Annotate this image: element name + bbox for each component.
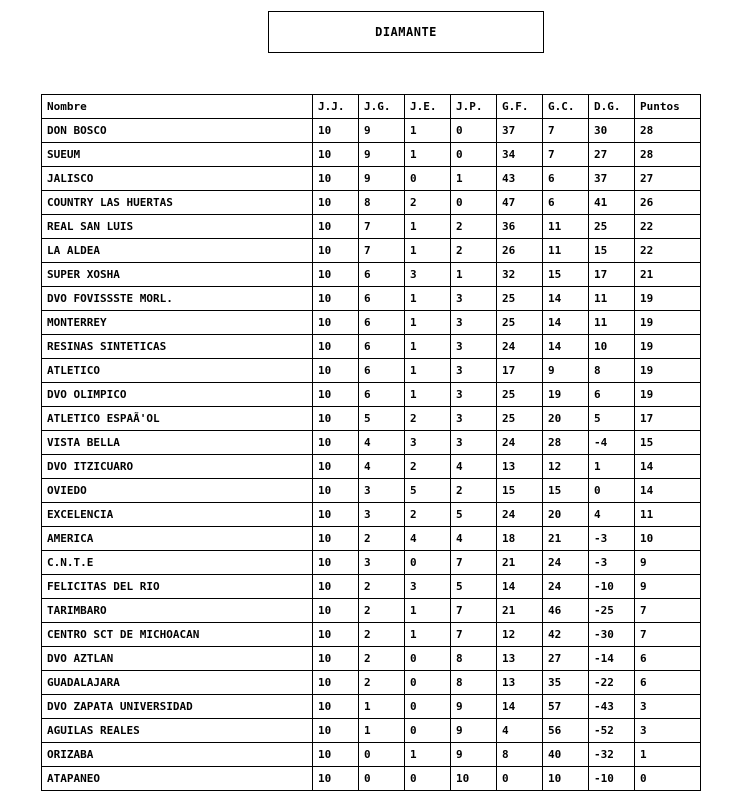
stat-cell: 35 xyxy=(543,671,589,695)
table-row xyxy=(42,695,701,719)
stat-cell: 7 xyxy=(635,599,701,623)
stat-cell: 22 xyxy=(635,215,701,239)
stat-cell: 34 xyxy=(497,143,543,167)
table-row xyxy=(42,479,701,503)
column-header: J.E. xyxy=(405,95,451,119)
stat-cell: 19 xyxy=(635,311,701,335)
stat-cell: 8 xyxy=(497,743,543,767)
stat-cell: 25 xyxy=(589,215,635,239)
stat-cell: 0 xyxy=(635,767,701,791)
stat-cell: 10 xyxy=(543,767,589,791)
team-name-cell: CENTRO SCT DE MICHOACAN xyxy=(42,623,313,647)
stat-cell: 2 xyxy=(451,239,497,263)
stat-cell: 12 xyxy=(543,455,589,479)
stat-cell: 3 xyxy=(451,359,497,383)
team-name-cell: MONTERREY xyxy=(42,311,313,335)
table-row xyxy=(42,143,701,167)
stat-cell: 25 xyxy=(497,407,543,431)
stat-cell: 17 xyxy=(589,263,635,287)
stat-cell: 6 xyxy=(589,383,635,407)
stat-cell: -43 xyxy=(589,695,635,719)
stat-cell: 3 xyxy=(451,311,497,335)
table-row xyxy=(42,215,701,239)
stat-cell: 4 xyxy=(497,719,543,743)
table-row xyxy=(42,719,701,743)
stat-cell: 3 xyxy=(451,407,497,431)
stat-cell: 9 xyxy=(635,551,701,575)
stat-cell: 0 xyxy=(405,767,451,791)
column-header: D.G. xyxy=(589,95,635,119)
team-name-cell: DVO AZTLAN xyxy=(42,647,313,671)
table-row xyxy=(42,335,701,359)
stat-cell: 37 xyxy=(589,167,635,191)
stat-cell: 7 xyxy=(451,599,497,623)
stat-cell: 14 xyxy=(635,479,701,503)
stat-cell: 1 xyxy=(451,167,497,191)
stat-cell: 40 xyxy=(543,743,589,767)
table-row xyxy=(42,263,701,287)
team-name-cell: AGUILAS REALES xyxy=(42,719,313,743)
stat-cell: 17 xyxy=(497,359,543,383)
stat-cell: 2 xyxy=(405,191,451,215)
stat-cell: 25 xyxy=(497,383,543,407)
table-row xyxy=(42,599,701,623)
stat-cell: 14 xyxy=(543,335,589,359)
stat-cell: 24 xyxy=(497,431,543,455)
stat-cell: 9 xyxy=(543,359,589,383)
stat-cell: 10 xyxy=(313,623,359,647)
stat-cell: 5 xyxy=(451,575,497,599)
stat-cell: 26 xyxy=(497,239,543,263)
team-name-cell: JALISCO xyxy=(42,167,313,191)
stat-cell: 10 xyxy=(313,383,359,407)
team-name-cell: DON BOSCO xyxy=(42,119,313,143)
stat-cell: 10 xyxy=(313,407,359,431)
stat-cell: 47 xyxy=(497,191,543,215)
column-header: Nombre xyxy=(42,95,313,119)
stat-cell: 18 xyxy=(497,527,543,551)
stat-cell: 10 xyxy=(313,191,359,215)
stat-cell: 11 xyxy=(589,311,635,335)
stat-cell: 5 xyxy=(451,503,497,527)
team-name-cell: ATLETICO ESPAÃ'OL xyxy=(42,407,313,431)
stat-cell: -25 xyxy=(589,599,635,623)
stat-cell: 25 xyxy=(497,311,543,335)
stat-cell: 10 xyxy=(313,239,359,263)
stat-cell: 1 xyxy=(405,287,451,311)
team-name-cell: ATLETICO xyxy=(42,359,313,383)
table-row xyxy=(42,311,701,335)
team-name-cell: ORIZABA xyxy=(42,743,313,767)
table-row xyxy=(42,191,701,215)
stat-cell: 0 xyxy=(405,551,451,575)
stat-cell: 3 xyxy=(635,695,701,719)
team-name-cell: DVO ZAPATA UNIVERSIDAD xyxy=(42,695,313,719)
stat-cell: 27 xyxy=(589,143,635,167)
stat-cell: 26 xyxy=(635,191,701,215)
stat-cell: 10 xyxy=(313,455,359,479)
stat-cell: 10 xyxy=(313,551,359,575)
team-name-cell: FELICITAS DEL RIO xyxy=(42,575,313,599)
team-name-cell: COUNTRY LAS HUERTAS xyxy=(42,191,313,215)
stat-cell: 41 xyxy=(589,191,635,215)
stat-cell: 24 xyxy=(497,335,543,359)
stat-cell: 10 xyxy=(313,215,359,239)
stat-cell: 1 xyxy=(451,263,497,287)
page-title: DIAMANTE xyxy=(375,25,437,39)
stat-cell: -4 xyxy=(589,431,635,455)
table-row xyxy=(42,407,701,431)
stat-cell: 12 xyxy=(497,623,543,647)
team-name-cell: DVO ITZICUARO xyxy=(42,455,313,479)
stat-cell: 6 xyxy=(359,287,405,311)
stat-cell: 7 xyxy=(359,239,405,263)
table-row xyxy=(42,647,701,671)
stat-cell: 0 xyxy=(497,767,543,791)
stat-cell: 4 xyxy=(359,431,405,455)
stat-cell: 14 xyxy=(543,287,589,311)
team-name-cell: EXCELENCIA xyxy=(42,503,313,527)
stat-cell: 10 xyxy=(313,335,359,359)
stat-cell: 1 xyxy=(405,359,451,383)
stat-cell: 7 xyxy=(543,119,589,143)
stat-cell: 9 xyxy=(451,719,497,743)
stat-cell: 1 xyxy=(405,335,451,359)
stat-cell: 8 xyxy=(589,359,635,383)
stat-cell: 0 xyxy=(589,479,635,503)
stat-cell: 7 xyxy=(543,143,589,167)
table-row xyxy=(42,503,701,527)
stat-cell: 1 xyxy=(405,383,451,407)
stat-cell: 1 xyxy=(405,119,451,143)
stat-cell: 3 xyxy=(451,431,497,455)
stat-cell: 8 xyxy=(451,671,497,695)
stat-cell: 3 xyxy=(359,551,405,575)
stat-cell: 1 xyxy=(405,599,451,623)
stat-cell: 1 xyxy=(635,743,701,767)
column-header: G.C. xyxy=(543,95,589,119)
stat-cell: 6 xyxy=(359,359,405,383)
stat-cell: 9 xyxy=(635,575,701,599)
stat-cell: 37 xyxy=(497,119,543,143)
stat-cell: 5 xyxy=(589,407,635,431)
stat-cell: 19 xyxy=(543,383,589,407)
stat-cell: 2 xyxy=(359,647,405,671)
stat-cell: 3 xyxy=(405,263,451,287)
stat-cell: 56 xyxy=(543,719,589,743)
stat-cell: 7 xyxy=(451,623,497,647)
stat-cell: 0 xyxy=(405,671,451,695)
stat-cell: 10 xyxy=(313,671,359,695)
stat-cell: 2 xyxy=(359,623,405,647)
team-name-cell: GUADALAJARA xyxy=(42,671,313,695)
stat-cell: 43 xyxy=(497,167,543,191)
stat-cell: 15 xyxy=(543,263,589,287)
stat-cell: 2 xyxy=(405,455,451,479)
table-row xyxy=(42,455,701,479)
stat-cell: 13 xyxy=(497,671,543,695)
stat-cell: 10 xyxy=(313,599,359,623)
stat-cell: 10 xyxy=(313,311,359,335)
stat-cell: -30 xyxy=(589,623,635,647)
standings-table-container xyxy=(41,94,698,791)
stat-cell: 9 xyxy=(359,143,405,167)
column-header: J.J. xyxy=(313,95,359,119)
stat-cell: 9 xyxy=(451,695,497,719)
stat-cell: 10 xyxy=(313,503,359,527)
stat-cell: 2 xyxy=(405,407,451,431)
stat-cell: 32 xyxy=(497,263,543,287)
stat-cell: 6 xyxy=(635,647,701,671)
stat-cell: 1 xyxy=(359,695,405,719)
stat-cell: 3 xyxy=(451,335,497,359)
stat-cell: 22 xyxy=(635,239,701,263)
stat-cell: 0 xyxy=(451,191,497,215)
table-header-row xyxy=(42,95,701,119)
stat-cell: -32 xyxy=(589,743,635,767)
table-row xyxy=(42,239,701,263)
table-row xyxy=(42,575,701,599)
stat-cell: -52 xyxy=(589,719,635,743)
stat-cell: -22 xyxy=(589,671,635,695)
stat-cell: 15 xyxy=(589,239,635,263)
stat-cell: 6 xyxy=(359,335,405,359)
stat-cell: 1 xyxy=(405,623,451,647)
stat-cell: 1 xyxy=(405,239,451,263)
stat-cell: 24 xyxy=(543,575,589,599)
stat-cell: 15 xyxy=(543,479,589,503)
stat-cell: 2 xyxy=(359,671,405,695)
stat-cell: 24 xyxy=(543,551,589,575)
stat-cell: 1 xyxy=(405,743,451,767)
table-row xyxy=(42,623,701,647)
stat-cell: 1 xyxy=(405,215,451,239)
stat-cell: 2 xyxy=(359,599,405,623)
stat-cell: -14 xyxy=(589,647,635,671)
stat-cell: 4 xyxy=(589,503,635,527)
stat-cell: 5 xyxy=(405,479,451,503)
team-name-cell: C.N.T.E xyxy=(42,551,313,575)
stat-cell: 4 xyxy=(405,527,451,551)
stat-cell: 19 xyxy=(635,335,701,359)
stat-cell: 2 xyxy=(451,215,497,239)
stat-cell: 14 xyxy=(543,311,589,335)
team-name-cell: LA ALDEA xyxy=(42,239,313,263)
stat-cell: 11 xyxy=(543,215,589,239)
stat-cell: 9 xyxy=(359,119,405,143)
stat-cell: 46 xyxy=(543,599,589,623)
stat-cell: 4 xyxy=(451,527,497,551)
stat-cell: 1 xyxy=(359,719,405,743)
stat-cell: 4 xyxy=(359,455,405,479)
team-name-cell: DVO OLIMPICO xyxy=(42,383,313,407)
table-row xyxy=(42,167,701,191)
stat-cell: 6 xyxy=(635,671,701,695)
stat-cell: 20 xyxy=(543,407,589,431)
stat-cell: 11 xyxy=(543,239,589,263)
stat-cell: 10 xyxy=(313,287,359,311)
column-header: J.P. xyxy=(451,95,497,119)
table-row xyxy=(42,431,701,455)
stat-cell: 10 xyxy=(313,143,359,167)
team-name-cell: TARIMBARO xyxy=(42,599,313,623)
stat-cell: 2 xyxy=(451,479,497,503)
stat-cell: -3 xyxy=(589,551,635,575)
stat-cell: 6 xyxy=(543,167,589,191)
stat-cell: 2 xyxy=(359,527,405,551)
stat-cell: -10 xyxy=(589,767,635,791)
table-row xyxy=(42,287,701,311)
stat-cell: 28 xyxy=(543,431,589,455)
standings-table xyxy=(41,94,701,791)
stat-cell: 10 xyxy=(313,359,359,383)
table-row xyxy=(42,359,701,383)
stat-cell: 14 xyxy=(497,695,543,719)
stat-cell: 2 xyxy=(405,503,451,527)
stat-cell: 3 xyxy=(405,431,451,455)
stat-cell: 5 xyxy=(359,407,405,431)
stat-cell: 4 xyxy=(451,455,497,479)
column-header: J.G. xyxy=(359,95,405,119)
stat-cell: 0 xyxy=(451,143,497,167)
stat-cell: 28 xyxy=(635,119,701,143)
stat-cell: 25 xyxy=(497,287,543,311)
stat-cell: 13 xyxy=(497,647,543,671)
stat-cell: 3 xyxy=(451,383,497,407)
stat-cell: 10 xyxy=(313,647,359,671)
stat-cell: 3 xyxy=(359,503,405,527)
stat-cell: 11 xyxy=(635,503,701,527)
stat-cell: 11 xyxy=(589,287,635,311)
team-name-cell: DVO FOVISSSTE MORL. xyxy=(42,287,313,311)
stat-cell: 0 xyxy=(405,647,451,671)
table-row xyxy=(42,767,701,791)
stat-cell: 3 xyxy=(451,287,497,311)
team-name-cell: SUEUM xyxy=(42,143,313,167)
stat-cell: 10 xyxy=(313,767,359,791)
stat-cell: 9 xyxy=(451,743,497,767)
stat-cell: 24 xyxy=(497,503,543,527)
stat-cell: 27 xyxy=(635,167,701,191)
stat-cell: 8 xyxy=(359,191,405,215)
stat-cell: 7 xyxy=(359,215,405,239)
stat-cell: 6 xyxy=(359,383,405,407)
team-name-cell: REAL SAN LUIS xyxy=(42,215,313,239)
stat-cell: 10 xyxy=(313,167,359,191)
stat-cell: 10 xyxy=(313,719,359,743)
stat-cell: 21 xyxy=(497,551,543,575)
stat-cell: 17 xyxy=(635,407,701,431)
stat-cell: 10 xyxy=(313,263,359,287)
stat-cell: 21 xyxy=(543,527,589,551)
table-row xyxy=(42,743,701,767)
stat-cell: 1 xyxy=(589,455,635,479)
stat-cell: 0 xyxy=(359,767,405,791)
stat-cell: 10 xyxy=(313,119,359,143)
stat-cell: -3 xyxy=(589,527,635,551)
stat-cell: -10 xyxy=(589,575,635,599)
stat-cell: 10 xyxy=(589,335,635,359)
stat-cell: 57 xyxy=(543,695,589,719)
stat-cell: 1 xyxy=(405,311,451,335)
stat-cell: 7 xyxy=(451,551,497,575)
stat-cell: 14 xyxy=(497,575,543,599)
column-header: Puntos xyxy=(635,95,701,119)
stat-cell: 3 xyxy=(359,479,405,503)
stat-cell: 8 xyxy=(451,647,497,671)
team-name-cell: AMERICA xyxy=(42,527,313,551)
stat-cell: 13 xyxy=(497,455,543,479)
title-box xyxy=(268,11,544,53)
stat-cell: 10 xyxy=(313,431,359,455)
stat-cell: 10 xyxy=(635,527,701,551)
stat-cell: 10 xyxy=(313,479,359,503)
team-name-cell: RESINAS SINTETICAS xyxy=(42,335,313,359)
stat-cell: 9 xyxy=(359,167,405,191)
stat-cell: 6 xyxy=(543,191,589,215)
stat-cell: 10 xyxy=(313,575,359,599)
stat-cell: 36 xyxy=(497,215,543,239)
stat-cell: 3 xyxy=(405,575,451,599)
column-header: G.F. xyxy=(497,95,543,119)
table-row xyxy=(42,383,701,407)
team-name-cell: OVIEDO xyxy=(42,479,313,503)
stat-cell: 20 xyxy=(543,503,589,527)
stat-cell: 7 xyxy=(635,623,701,647)
stat-cell: 6 xyxy=(359,263,405,287)
stat-cell: 10 xyxy=(313,527,359,551)
stat-cell: 19 xyxy=(635,359,701,383)
team-name-cell: SUPER XOSHA xyxy=(42,263,313,287)
stat-cell: 1 xyxy=(405,143,451,167)
team-name-cell: VISTA BELLA xyxy=(42,431,313,455)
team-name-cell: ATAPANEO xyxy=(42,767,313,791)
stat-cell: 42 xyxy=(543,623,589,647)
stat-cell: 19 xyxy=(635,287,701,311)
stat-cell: 14 xyxy=(635,455,701,479)
stat-cell: 27 xyxy=(543,647,589,671)
stat-cell: 3 xyxy=(635,719,701,743)
stat-cell: 0 xyxy=(405,167,451,191)
stat-cell: 0 xyxy=(451,119,497,143)
table-row xyxy=(42,671,701,695)
stat-cell: 19 xyxy=(635,383,701,407)
stat-cell: 10 xyxy=(313,695,359,719)
stat-cell: 10 xyxy=(451,767,497,791)
stat-cell: 21 xyxy=(497,599,543,623)
stat-cell: 10 xyxy=(313,743,359,767)
stat-cell: 0 xyxy=(405,695,451,719)
stat-cell: 15 xyxy=(635,431,701,455)
stat-cell: 30 xyxy=(589,119,635,143)
table-row xyxy=(42,119,701,143)
stat-cell: 0 xyxy=(405,719,451,743)
stat-cell: 0 xyxy=(359,743,405,767)
stat-cell: 15 xyxy=(497,479,543,503)
stat-cell: 28 xyxy=(635,143,701,167)
table-row xyxy=(42,527,701,551)
stat-cell: 6 xyxy=(359,311,405,335)
stat-cell: 21 xyxy=(635,263,701,287)
table-row xyxy=(42,551,701,575)
stat-cell: 2 xyxy=(359,575,405,599)
